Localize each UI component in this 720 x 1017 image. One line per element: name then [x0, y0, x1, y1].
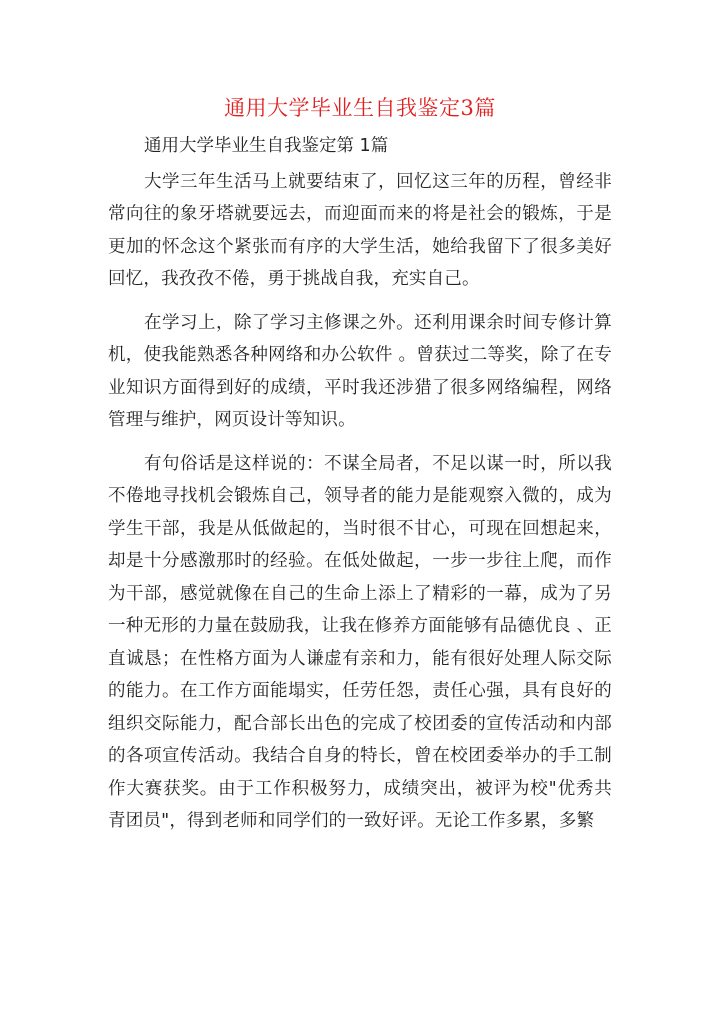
document-title: 通用大学毕业生自我鉴定3篇: [224, 96, 496, 120]
paragraph-line: 业知识方面得到好的成绩，平时我还涉猎了很多网络编程，网络: [108, 377, 612, 398]
paragraph-2: [108, 307, 612, 437]
document-body: [108, 130, 612, 849]
paragraph-line: 作大赛获奖。由于工作积极努力，成绩突出，被评为校"优秀共: [108, 778, 612, 799]
paragraph-line: 更加的怀念这个紧张而有序的大学生活，她给我留下了很多美好: [108, 236, 612, 257]
paragraph-line: 在学习上，除了学习主修课之外。还利用课余时间专修计算: [144, 312, 612, 333]
paragraph-line: 直诚恳；在性格方面为人谦虚有亲和力，能有很好处理人际交际: [108, 648, 612, 669]
section-subtitle: 通用大学毕业生自我鉴定第 1篇: [144, 136, 389, 156]
paragraph-line: 青团员"，得到老师和同学们的一致好评。无论工作多累，多繁: [108, 811, 595, 831]
paragraph-line: 学生干部，我是从低做起的，当时很不甘心，可现在回想起来，: [108, 518, 612, 539]
paragraph-1: [108, 166, 612, 296]
paragraph-line: 组织交际能力，配合部长出色的完成了校团委的宣传活动和内部: [108, 713, 612, 734]
paragraph-line: 常向往的象牙塔就要远去，而迎面而来的将是社会的锻炼，于是: [108, 204, 612, 224]
paragraph-line: 有句俗话是这样说的：不谋全局者，不足以谋一时，所以我: [144, 453, 612, 474]
paragraph-line: 管理与维护，网页设计等知识。: [108, 410, 356, 430]
paragraph-line: 大学三年生活马上就要结束了，回忆这三年的历程，曾经非: [144, 171, 612, 192]
paragraph-line: 回忆，我孜孜不倦，勇于挑战自我，充实自己。: [108, 269, 480, 289]
paragraph-line: 却是十分感激那时的经验。在低处做起，一步一步往上爬，而作: [108, 551, 612, 571]
paragraph-line: 的各项宣传活动。我结合自身的特长，曾在校团委举办的手工制: [108, 746, 612, 766]
paragraph-line: 为干部，感觉就像在自己的生命上添上了精彩的一幕，成为了另: [108, 583, 612, 604]
paragraph-line: 机，使我能熟悉各种网络和办公软件 。曾获过二等奖，除了在专: [108, 345, 612, 365]
paragraph-line: 一种无形的力量在鼓励我，让我在修养方面能够有品德优良 、正: [108, 616, 612, 636]
paragraph-line: 的能力。在工作方面能塌实，任劳任怨，责任心强，具有良好的: [108, 681, 612, 701]
paragraph-line: 不倦地寻找机会锻炼自己，领导者的能力是能观察入微的，成为: [108, 486, 612, 506]
paragraph-3: [108, 448, 612, 838]
